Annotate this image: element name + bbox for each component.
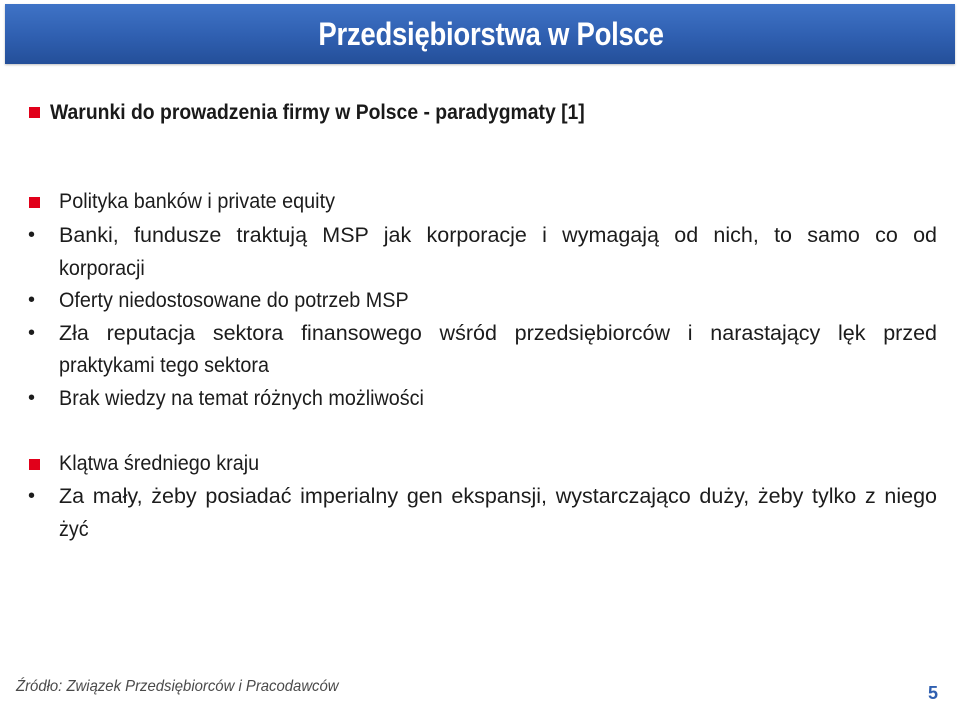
round-bullet-icon: • [28, 387, 36, 409]
red-square-bullet-icon [29, 107, 40, 118]
section2-heading: Klątwa średniego kraju [59, 451, 260, 475]
list-item: Banki, fundusze traktują MSP jak korporacje i wymagają od nich, to samo co od [59, 223, 937, 247]
section1-heading: Polityka banków i private equity [59, 189, 335, 213]
list-item: Za mały, żeby posiadać imperialny gen ekspansji, wystarczająco duży, żeby tylko z niego [59, 484, 937, 508]
red-square-bullet-icon [29, 197, 40, 208]
round-bullet-icon: • [28, 322, 36, 344]
round-bullet-icon: • [28, 485, 36, 507]
round-bullet-icon: • [28, 224, 36, 246]
list-item-continuation: praktykami tego sektora [59, 353, 269, 377]
slide-title: Przedsiębiorstwa w Polsce [318, 15, 664, 52]
round-bullet-icon: • [28, 289, 36, 311]
title-bar [5, 4, 955, 64]
list-item: Zła reputacja sektora finansowego wśród przedsiębiorców i narastający lęk przed [59, 321, 937, 345]
list-item: Oferty niedostosowane do potrzeb MSP [59, 288, 409, 312]
list-item-continuation: korporacji [59, 256, 145, 280]
page-number: 5 [927, 683, 938, 703]
red-square-bullet-icon [29, 459, 40, 470]
list-item: Brak wiedzy na temat różnych możliwości [59, 386, 424, 410]
source-note: Źródło: Związek Przedsiębiorców i Pracodawców [16, 678, 339, 695]
list-item-continuation: żyć [59, 517, 89, 541]
slide-subheading: Warunki do prowadzenia firmy w Polsce - paradygmaty [1] [50, 100, 585, 124]
